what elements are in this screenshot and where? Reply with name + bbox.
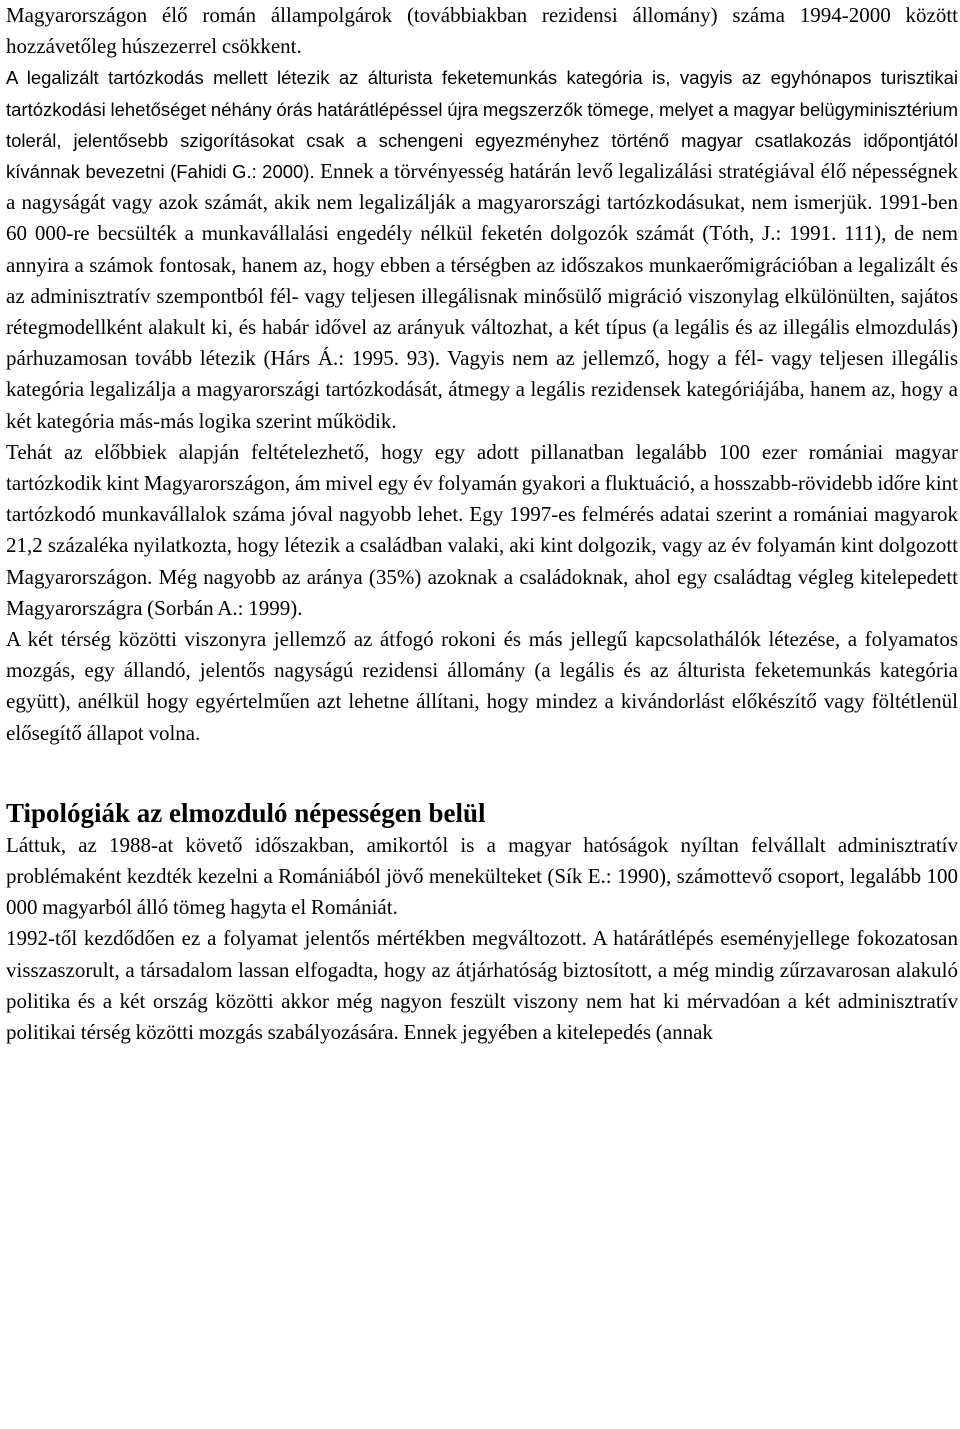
paragraph-segment-sans: A legalizált tartózkodás mellett létezik az álturista feketemunkás kategória is, vagyis az egyhónapos turisztikai tartózkodási lehetőséget néhány órás határátlépéssel újra megszerzők tömege, melyet a magyar belügyminisztérium tolerál, jelentősebb szigorításokat csak a schengeni egyezményhez történő magyar csatlakozás időpontjától kívánnak bevezetni (Fahidi G.: 2000).	[6, 67, 958, 183]
paragraph-pseudo-tourist-work	[6, 62, 958, 436]
paragraph-refugees: Láttuk, az 1988-at követő időszakban, amikortól is a magyar hatóságok nyíltan felvállalt adminisztratív problémaként kezdték kezelni a Romániából jövő menekülteket (Sík E.: 1990), számottevő csoport, legalább 100 000 magyarból álló tömeg hagyta el Romániát.	[6, 832, 958, 920]
paragraph-relations: A két térség közötti viszonyra jellemző az átfogó rokoni és más jellegű kapcsolathálók létezése, a folyamatos mozgás, egy állandó, jelentős nagyságú rezidensi állomány (a legális és az álturista feketemunkás kategória együtt), anélkül hogy egyértelműen azt lehetne állítani, hogy mindez a kivándorlást előkészítő vagy föltétlenül elősegítő állapot volna.	[6, 627, 958, 745]
paragraph-segment-serif: Ennek a törvényesség határán levő legalizálási stratégiával élő népességnek a nagyságát vagy azok számát, akik nem legalizálják a magyarországi tartózkodásukat, nem ismerjük. 1991-ben 60 000-re becsülték a munkavállalási engedély nélkül feketén dolgozók számát (Tóth, J.: 1991.	[6, 159, 958, 246]
paragraph-estimates: Tehát az előbbiek alapján feltételezhető, hogy egy adott pillanatban legalább 100 ezer romániai magyar tartózkodik kint Magyarországon, ám mivel egy év folyamán gyakori a fluktuáció, a hosszabb-rövidebb időre kint tartózkodó munkavállalok száma jóval nagyobb lehet. Egy 1997-es felmérés adatai szerint a romániai magyarok 21,2 százaléka nyilatkozta, hogy létezik a családban valaki, aki kint dolgozik, vagy az év folyamán kint dolgozott Magyarországon. Még nagyobb az aránya (35%) azoknak a családoknak, ahol egy családtag végleg kitelepedett Magyarországra (Sorbán A.: 1999).	[6, 439, 958, 620]
paragraph-resident-numbers: Magyarországon élő román állampolgárok (továbbiakban rezidensi állomány) száma 1994-2000 között hozzávetőleg húszezerrel csökkent.	[6, 3, 958, 59]
section-heading: Tipológiák az elmozduló népességen belül	[6, 797, 486, 828]
document-body	[6, 0, 958, 1048]
paragraph-segment-serif-continued: 111), de nem annyira a számok fontosak, hanem az, hogy ebben a térségben az időszakos munkaerőmigrációban a legalizált és az adminisztratív szempontból fél- vagy teljesen illegálisnak minősülő migráció viszonylag elkülönülten, sajátos rétegmodellként alakult ki, és habár idővel az arányuk változhat, a két típus (a legális és az illegális elmozdulás) párhuzamosan tovább létezik (Hárs Á.: 1995. 93). Vagyis nem az jellemző, hogy a fél- vagy teljesen illegális kategória legalizálja a magyarországi tartózkodását, átmegy a legális rezidensek kategóriájába, hanem az, hogy a két kategória más-más logika szerint működik.	[6, 221, 958, 433]
paragraph-1992-change: 1992-től kezdődően ez a folyamat jelentős mértékben megváltozott. A határátlépés eseményjellege fokozatosan visszaszorult, a társadalom lassan elfogadta, hogy az átjárhatóság biztosított, a még mindig zűrzavarosan alakuló politika és a két ország közötti akkor még nagyon feszült viszony nem hat ki mérvadóan a két adminisztratív politikai térség közötti mozgás szabályozására. Ennek jegyében a kitelepedés (annak	[6, 926, 958, 1045]
